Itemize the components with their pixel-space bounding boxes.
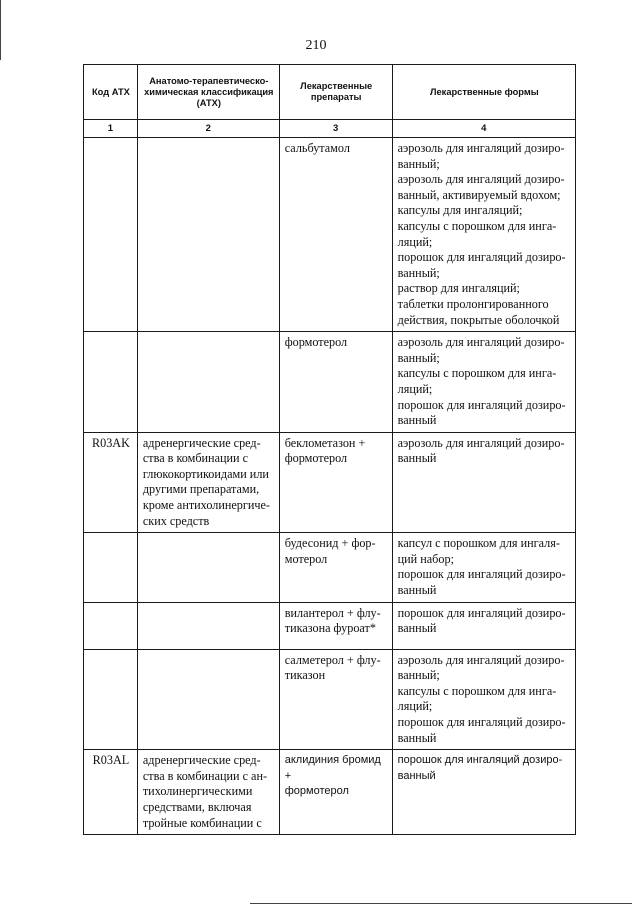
atx-code-cell	[84, 138, 138, 332]
forms-line: аэрозоль для ингаляций дозиро-	[397, 172, 565, 187]
header-drugs: Лекарственные препараты	[279, 65, 392, 120]
drug-line: салметерол + флу-	[284, 652, 381, 667]
classification-cell	[137, 750, 279, 835]
table-row	[84, 533, 576, 602]
classification-line: средствами, включая	[142, 799, 252, 814]
forms-line: капсулы с порошком для инга-	[397, 683, 557, 698]
column-number-row	[84, 120, 576, 138]
forms-cell	[392, 649, 575, 750]
forms-line: ванный	[397, 451, 437, 466]
table-row	[84, 602, 576, 649]
atx-drug-table	[83, 64, 576, 835]
classification-cell	[137, 649, 279, 750]
forms-line: ванный	[397, 583, 437, 598]
forms-line: ванный	[397, 621, 437, 636]
classification-cell	[137, 332, 279, 433]
drug-cell	[279, 602, 392, 649]
drug-cell	[279, 332, 392, 433]
forms-line: ванный	[397, 769, 436, 782]
forms-line: ляций;	[397, 381, 433, 396]
drug-line: сальбутамол	[284, 141, 350, 155]
drug-line: вилантерол + флу-	[284, 605, 381, 620]
forms-line: ванный, активируемый вдохом;	[397, 187, 561, 202]
forms-line: ванный;	[397, 265, 440, 280]
table-row	[84, 332, 576, 433]
forms-line: порошок для ингаляций дозиро-	[397, 715, 566, 729]
classification-line: другими препаратами,	[142, 482, 260, 497]
atx-code-cell	[84, 649, 138, 750]
drug-line: будесонид + фор-	[284, 536, 376, 551]
drug-line: тиказона фуроат*	[284, 621, 376, 636]
column-number: 2	[137, 120, 279, 138]
forms-line: порошок для ингаляций дозиро-	[397, 754, 563, 767]
classification-line: кроме антихолинергиче-	[142, 498, 270, 513]
drug-line: формотерол	[284, 335, 348, 350]
atx-code-cell: R03AK	[84, 432, 138, 533]
header-forms: Лекарственные формы	[392, 65, 575, 120]
table-row	[84, 138, 576, 332]
drug-cell	[279, 533, 392, 602]
forms-line: порошок для ингаляций дозиро-	[397, 250, 566, 265]
classification-line: глюкокортикоидами или	[142, 466, 269, 481]
forms-line: ванный	[397, 413, 437, 428]
drug-cell	[279, 649, 392, 750]
forms-line: аэрозоль для ингаляций дозиро-	[397, 335, 565, 350]
classification-line: ских средств	[142, 513, 210, 528]
drug-line: формотерол	[284, 451, 348, 466]
table-header-row	[84, 65, 576, 120]
column-number: 4	[392, 120, 575, 138]
forms-line: порошок для ингаляций дозиро-	[397, 605, 566, 620]
column-number: 3	[279, 120, 392, 138]
forms-cell	[392, 332, 575, 433]
forms-line: ляций;	[397, 234, 433, 249]
forms-line: аэрозоль для ингаляций дозиро-	[397, 435, 565, 450]
forms-line: ляций;	[397, 699, 433, 714]
atx-code-cell	[84, 533, 138, 602]
classification-cell	[137, 138, 279, 332]
classification-line: ства в комбинации с ан-	[142, 768, 268, 783]
column-number: 1	[84, 120, 138, 138]
drug-cell	[279, 750, 392, 835]
forms-cell	[392, 750, 575, 835]
drug-line: беклометазон +	[284, 435, 366, 450]
scan-bottom-line	[250, 903, 632, 904]
classification-cell	[137, 602, 279, 649]
drug-line: мотерол	[284, 551, 328, 566]
forms-line: ций набор;	[397, 551, 454, 566]
table-row	[84, 649, 576, 750]
scan-edge-line	[0, 0, 1, 60]
forms-cell	[392, 432, 575, 533]
forms-line: ванный;	[397, 156, 440, 171]
atx-code-cell: R03AL	[84, 750, 138, 835]
atx-code-cell	[84, 332, 138, 433]
forms-line: таблетки пролонгированного	[397, 296, 549, 311]
forms-line: порошок для ингаляций дозиро-	[397, 567, 566, 582]
table-row	[84, 750, 576, 835]
forms-line: действия, покрытые оболочкой	[397, 312, 560, 327]
page-number: 210	[305, 38, 327, 53]
forms-line: капсул с порошком для ингаля-	[397, 536, 560, 551]
forms-line: аэрозоль для ингаляций дозиро-	[397, 652, 565, 667]
forms-cell	[392, 602, 575, 649]
header-code: Код АТХ	[84, 65, 138, 120]
table-row	[84, 432, 576, 533]
forms-line: капсулы с порошком для инга-	[397, 366, 557, 381]
forms-line: аэрозоль для ингаляций дозиро-	[397, 141, 565, 155]
atx-code-cell	[84, 602, 138, 649]
classification-line: ства в комбинации с	[142, 451, 248, 466]
classification-cell	[137, 432, 279, 533]
drug-line: аклидиния бромид +	[284, 754, 381, 782]
forms-line: ванный;	[397, 668, 440, 683]
forms-line: раствор для ингаляций;	[397, 281, 520, 296]
header-classification: Анатомо-терапевтическо-химическая классификация (АТХ)	[137, 65, 279, 120]
forms-line: капсулы с порошком для инга-	[397, 218, 557, 233]
classification-line: тихолинергическими	[142, 784, 253, 799]
forms-line: порошок для ингаляций дозиро-	[397, 397, 566, 412]
classification-line: тройные комбинации с	[142, 815, 262, 830]
drug-cell	[279, 432, 392, 533]
forms-line: ванный	[397, 730, 437, 745]
forms-line: капсулы для ингаляций;	[397, 203, 523, 218]
classification-cell	[137, 533, 279, 602]
forms-cell	[392, 138, 575, 332]
drug-cell	[279, 138, 392, 332]
drug-line: тиказон	[284, 668, 326, 683]
classification-line: адренергические сред-	[142, 435, 261, 450]
forms-cell	[392, 533, 575, 602]
forms-line: ванный;	[397, 350, 440, 365]
classification-line: адренергические сред-	[142, 753, 261, 768]
drug-line: формотерол	[284, 785, 349, 798]
